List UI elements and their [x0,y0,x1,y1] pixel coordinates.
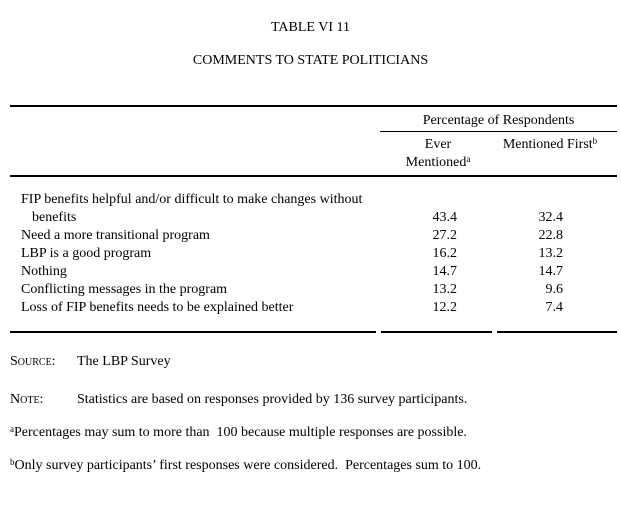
table-bottom-rule-first-segment [497,331,617,333]
ever-mentioned-value: 43.4 [432,210,457,225]
mentioned-first-value: 22.8 [538,228,563,243]
ever-mentioned-value: 12.2 [432,300,457,315]
column-header-ever-line2: Mentioned$^a$ [405,154,471,170]
footnote-b-marker: b [10,457,15,467]
row-label: Loss of FIP benefits needs to be explained better [21,300,294,315]
footnote-marker-a: a [466,154,471,164]
note-text: Statistics are based on responses provided by 136 survey participants. [77,392,468,407]
row-label: FIP benefits helpful and/or difficult to make changes without benefits [21,192,363,225]
mentioned-first-value: 7.4 [545,300,563,315]
row-label: Conflicting messages in the program [21,282,228,297]
source-label: Source: [10,354,56,369]
table-row [10,281,617,299]
ever-mentioned-value: 13.2 [432,282,457,297]
header-separator-rule [10,175,617,177]
footnote-a [10,424,610,442]
table-row [10,299,617,317]
ever-mentioned-value: 27.2 [432,228,457,243]
row-label: Need a more transitional program [21,228,210,243]
ever-mentioned-value: 14.7 [432,264,457,279]
note-label: Note: [10,392,44,407]
table-top-rule [10,105,617,107]
mentioned-first-value: 32.4 [538,210,563,225]
footnote-a-marker: a [10,424,14,434]
footnote-a-text: Percentages may sum to more than 100 because multiple responses are possible. [14,425,467,440]
ever-mentioned-value: 16.2 [432,246,457,261]
source-text: The LBP Survey [77,354,171,369]
mentioned-first-value: 14.7 [538,264,563,279]
table-number: TABLE VI 11 [271,20,350,35]
column-header-ever-line1: Ever [424,137,452,152]
table-row [10,245,617,263]
column-group-underline-rule [380,131,617,132]
table-title: COMMENTS TO STATE POLITICIANS [192,53,429,68]
footnote-b-text: Only survey participants’ first responses were considered. Percentages sum to 100. [14,458,482,473]
footnote-b [10,457,610,475]
row-label: LBP is a good program [21,246,152,261]
table-row [10,227,617,245]
column-header-ever-mentioned [381,136,495,172]
column-group-header: Percentage of Respondents [422,113,575,128]
table-bottom-rule-ever-segment [381,331,492,333]
mentioned-first-value: 9.6 [545,282,563,297]
table-row [10,191,617,227]
mentioned-first-value: 13.2 [538,246,563,261]
footnote-marker-b: b [592,136,598,146]
table-bottom-rule-stub-segment [10,331,376,333]
row-label: Nothing [21,264,67,279]
column-header-mentioned-first: Mentioned First$^b$ [502,136,598,152]
table-body [10,191,617,317]
table-row [10,263,617,281]
